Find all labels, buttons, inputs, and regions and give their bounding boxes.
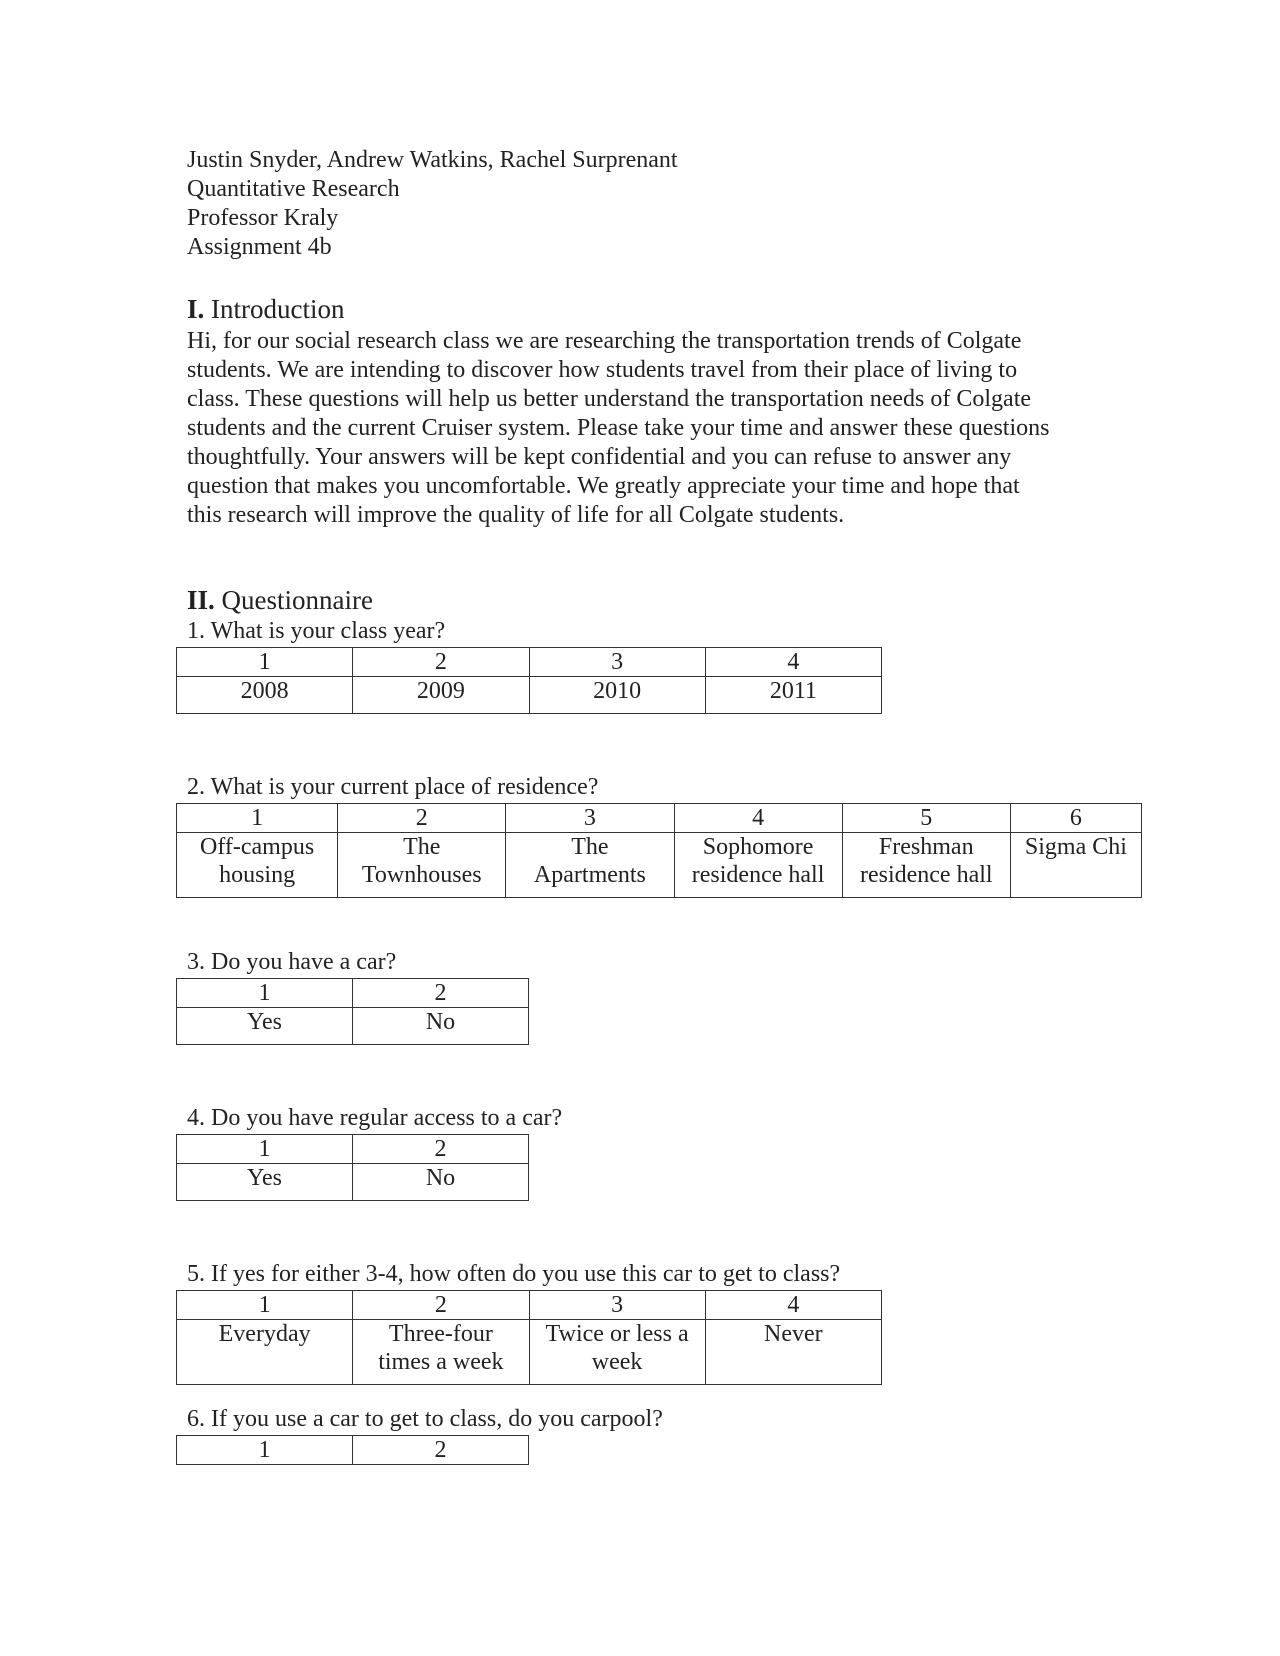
question-1-table	[176, 647, 882, 714]
option-code: 4	[705, 648, 881, 677]
option-code: 4	[674, 804, 842, 833]
question-1-text: 1. What is your class year?	[187, 618, 446, 644]
option-code: 2	[353, 648, 529, 677]
label-line: Sophomore	[702, 834, 814, 860]
option-label: No	[353, 1164, 529, 1201]
option-code: 3	[529, 1291, 705, 1320]
option-code: 2	[353, 1291, 529, 1320]
question-6-text: 6. If you use a car to get to class, do you carpool?	[187, 1406, 663, 1432]
intro-line: thoughtfully. Your answers will be kept confidential and you can refuse to answer any	[187, 444, 1012, 470]
intro-line: students and the current Cruiser system. Please take your time and answer these questions	[187, 415, 1050, 441]
option-label: 2009	[353, 677, 529, 714]
option-label: 2010	[529, 677, 705, 714]
option-label	[529, 1320, 705, 1385]
question-5-table	[176, 1290, 882, 1385]
document-header	[187, 146, 678, 262]
option-label	[353, 1320, 529, 1385]
option-label	[506, 833, 674, 898]
questionnaire-heading	[187, 584, 373, 616]
option-label: Yes	[177, 1008, 353, 1045]
label-line: Freshman	[878, 834, 974, 860]
section-number: I.	[187, 294, 205, 324]
option-code: 1	[177, 1436, 353, 1465]
question-3-text: 3. Do you have a car?	[187, 949, 397, 975]
question-4-table	[176, 1134, 529, 1201]
option-code: 1	[177, 648, 353, 677]
option-code: 6	[1010, 804, 1141, 833]
option-label: 2011	[705, 677, 881, 714]
option-code: 3	[506, 804, 674, 833]
professor-line: Professor Kraly	[187, 205, 339, 231]
option-label	[842, 833, 1010, 898]
introduction-body	[187, 327, 1087, 530]
option-code: 1	[177, 1135, 353, 1164]
introduction-heading	[187, 293, 345, 325]
option-label	[1010, 833, 1141, 898]
option-label	[338, 833, 506, 898]
option-code: 1	[177, 979, 353, 1008]
label-line: Three-four	[388, 1321, 493, 1347]
label-line: Twice or less a	[545, 1321, 689, 1347]
intro-line: students. We are intending to discover how students travel from their place of living to	[187, 357, 1018, 383]
option-code: 4	[705, 1291, 881, 1320]
course-line: Quantitative Research	[187, 176, 400, 202]
authors-line: Justin Snyder, Andrew Watkins, Rachel Surprenant	[187, 147, 678, 173]
option-code: 2	[353, 1436, 529, 1465]
option-code: 1	[177, 1291, 353, 1320]
intro-line: this research will improve the quality of life for all Colgate students.	[187, 502, 845, 528]
option-code: 3	[529, 648, 705, 677]
option-label	[674, 833, 842, 898]
option-code: 2	[353, 1135, 529, 1164]
label-line: Never	[764, 1321, 823, 1347]
option-label	[177, 1320, 353, 1385]
intro-line: question that makes you uncomfortable. We greatly appreciate your time and hope that	[187, 473, 1020, 499]
label-line: The	[403, 834, 441, 860]
label-line: Off-campus	[199, 834, 315, 860]
label-line: times a week	[378, 1349, 504, 1375]
intro-line: class. These questions will help us better understand the transportation needs of Colgate	[187, 386, 1032, 412]
option-code: 5	[842, 804, 1010, 833]
question-3-table	[176, 978, 529, 1045]
intro-line: Hi, for our social research class we are researching the transportation trends of Colgate	[187, 328, 1022, 354]
assignment-line: Assignment 4b	[187, 234, 332, 260]
label-line: residence hall	[859, 862, 993, 888]
option-code: 2	[353, 979, 529, 1008]
option-label: No	[353, 1008, 529, 1045]
option-code: 1	[177, 804, 338, 833]
option-label	[177, 833, 338, 898]
option-code: 2	[338, 804, 506, 833]
label-line: The	[571, 834, 609, 860]
section-number: II.	[187, 585, 215, 615]
label-line: Everyday	[218, 1321, 311, 1347]
option-label: 2008	[177, 677, 353, 714]
label-line: week	[591, 1349, 643, 1375]
question-6-table	[176, 1435, 529, 1465]
label-line: Townhouses	[361, 862, 482, 888]
section-title: Introduction	[211, 294, 345, 324]
label-line: housing	[219, 862, 296, 888]
label-line: Sigma Chi	[1024, 834, 1127, 860]
question-5-text: 5. If yes for either 3-4, how often do you use this car to get to class?	[187, 1261, 841, 1287]
label-line: residence hall	[691, 862, 825, 888]
option-label	[705, 1320, 881, 1385]
label-line: Apartments	[533, 862, 646, 888]
question-4-text: 4. Do you have regular access to a car?	[187, 1105, 563, 1131]
section-title: Questionnaire	[221, 585, 373, 615]
question-2-table	[176, 803, 1142, 898]
question-2-text: 2. What is your current place of residence?	[187, 774, 599, 800]
option-label: Yes	[177, 1164, 353, 1201]
